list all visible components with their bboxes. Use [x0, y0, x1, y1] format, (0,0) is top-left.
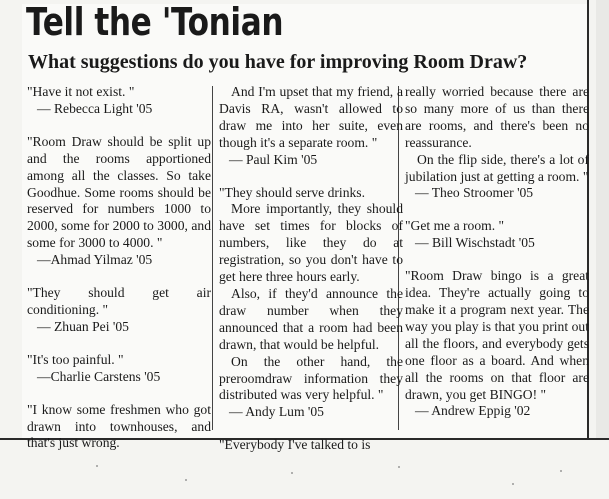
quote-text: "They should serve drinks. [219, 184, 365, 200]
paragraph-gap [219, 169, 403, 185]
quote-text: "Have it not exist. " [27, 84, 135, 99]
quote-text: really worried because there are so many more of us than there are rooms, and there's been no reassurance. [405, 84, 589, 150]
quote-text: "Room Draw bingo is a great idea. They're actually going to make it a program next year. The way you play is that you print out all the floors, and everybody gets one floor as a board. And when all the rooms on that floor are drawn, you get BINGO! " [405, 268, 589, 402]
headline: Tell the 'Tonian [26, 0, 284, 44]
quote-text: "They should get air conditioning. " [27, 285, 211, 317]
column-rule [212, 86, 213, 430]
attribution: — Zhuan Pei '05 [37, 318, 129, 334]
paragraph-gap [27, 386, 211, 402]
attribution: — Bill Wischstadt '05 [415, 235, 535, 251]
attribution: —Ahmad Yilmaz '05 [37, 252, 153, 268]
attribution: —Charlie Carstens '05 [37, 368, 161, 384]
quote-text: More importantly, they should have set times for blocks of numbers, like they do at registration, so you don't have to get here three hours early. [219, 201, 403, 285]
column-1 [27, 84, 211, 452]
quote-text: "Room Draw should be split up and the rooms apportioned among all the classes. So take Goodhue. Some rooms should be reserved for numbers 1000 to 2000, some for 2000 to 3000, and some for 3000 to 4000. " [27, 133, 211, 251]
page-edge [596, 0, 609, 440]
paragraph-gap [27, 118, 211, 134]
paragraph-gap [27, 336, 211, 352]
quote-text: "Get me a room. " [405, 218, 505, 234]
quote-text: "I know some freshmen who got drawn into townhouses, and that's just wrong. [27, 401, 211, 451]
column-3 [405, 84, 589, 420]
attribution: — Paul Kim '05 [229, 151, 318, 167]
quote-text: "Everybody I've talked to is [219, 437, 371, 453]
quote-text: On the flip side, there's a lot of jubilation just at getting a room. " [405, 151, 589, 184]
attribution: — Theo Stroomer '05 [415, 185, 534, 201]
quote-text: Also, if they'd announce the draw number when they announced that a room had been drawn, that would be helpful. [219, 285, 403, 352]
attribution: — Rebecca Light '05 [37, 100, 153, 116]
attribution: — Andrew Eppig '02 [415, 403, 531, 419]
attribution: — Andy Lum '05 [229, 404, 324, 420]
quote-text: And I'm upset that my friend, a Davis RA, wasn't allowed to draw me into her suite, even though it's a separate room. " [219, 84, 403, 150]
quote-text: "It's too painful. " [27, 351, 124, 367]
question: What suggestions do you have for improving Room Draw? [28, 51, 528, 73]
paragraph-gap [405, 252, 589, 268]
quote-text: On the other hand, the preroomdraw information they distributed was very helpful. " [219, 353, 403, 403]
paragraph-gap [405, 202, 589, 218]
column-2 [219, 84, 403, 454]
paragraph-gap [27, 269, 211, 285]
paragraph-gap [219, 421, 403, 437]
